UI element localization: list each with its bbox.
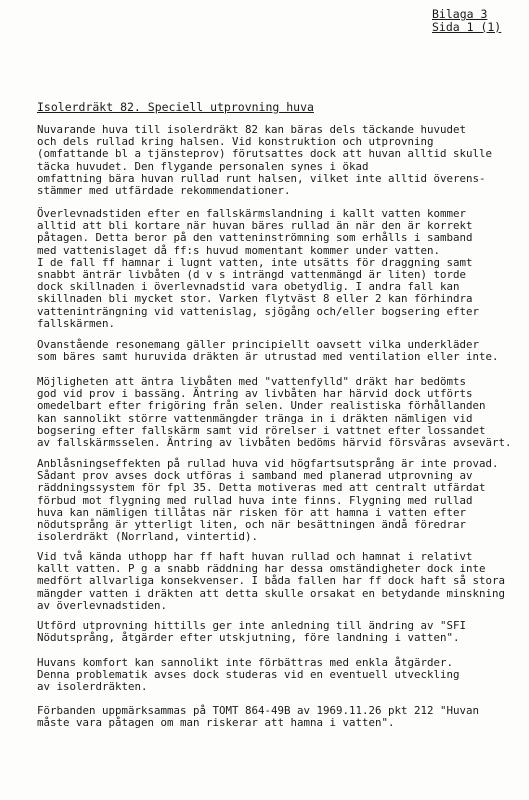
text-line: Anblåsningseffekten på rullad huva vid högfartsutsprång är inte provad. — [37, 457, 499, 470]
paragraph-known-ejections — [37, 551, 517, 612]
text-line: (omfattande bl a tjänsteprov) förutsattes dock att huvan alltid skulle — [37, 147, 493, 161]
text-line: isolerdräkt (Norrland, vintertid). — [37, 530, 259, 544]
text-line: I de fall ff hamnar i lugnt vatten, inte utsätts för draggning samt — [37, 255, 473, 269]
text-line: nödutsprång är ytterligt liten, och när besättningen ändå föredrar — [37, 518, 467, 532]
text-line: dock skillnaden i överlevnadstid vara obetydlig. I andra fall kan — [37, 280, 460, 294]
paragraph-comfort — [37, 657, 517, 694]
paragraph-survival-time — [37, 208, 517, 330]
text-line: av fallskärmsselen. Äntring av livbåten bedöms härvid försvåras avsevärt. — [37, 436, 512, 450]
text-line: kan sannolikt större vattenmängder tränga in i dräkten nämligen vid — [37, 411, 473, 425]
text-line: mängder vatten i dräkten att detta skulle orsakat en betydande minskning — [37, 586, 506, 600]
text-line: räddningssystem för fpl 35. Detta motiveras med att centralt utfärdat — [37, 481, 486, 495]
paragraph-reasoning — [37, 339, 517, 363]
text-line: täcka huvudet. Den flygande personalen synes i ökad — [37, 159, 369, 173]
text-line: alltid att bli kortare när huvan bäres rullad än när den är korrekt — [37, 219, 473, 233]
text-line: som bäres samt huruvida dräkten är utrustad med ventilation eller inte. — [37, 350, 499, 364]
text-line: förbud mot flygning med rullad huva inte finns. Flygning med rullad — [37, 493, 473, 507]
text-line: huva kan nämligen tillåtas när risken för att hamna i vatten efter — [37, 505, 467, 519]
text-line: Nödutsprång, åtgärder efter utskjutning, före landning i vatten". — [37, 631, 460, 645]
text-line: skillnaden bli mycket stor. Varken flytväst 8 eller 2 kan förhindra — [37, 292, 473, 306]
text-line: och dels rullad kring halsen. Vid konstruktion och utprovning — [37, 135, 434, 149]
paragraph-hood-usage — [37, 124, 517, 197]
text-line: bogsering efter fallskärm samt vid rörelser i vattnet efter lossandet — [37, 423, 486, 437]
text-line: Nuvarande huva till isolerdräkt 82 kan bäras dels täckande huvudet — [37, 123, 467, 136]
text-line: fallskärmen. — [37, 316, 116, 330]
text-line: Sådant prov avses dock utföras i samband med planerad utprovning av — [37, 469, 473, 483]
attachment-label: Bilaga 3 — [432, 7, 488, 21]
paragraph-testing-result — [37, 620, 517, 644]
text-line: god vid prov i bassäng. Äntring av livbåten har härvid dock utförts — [37, 387, 473, 401]
text-line: vatteninträngning vid vattenislag, sjögång och/eller bogsering efter — [37, 304, 480, 318]
text-line: Ovanstående resonemang gäller principiellt oavsett vilka underkläder — [37, 338, 480, 351]
text-line: Möjligheten att äntra livbåten med "vattenfylld" dräkt har bedömts — [37, 375, 467, 388]
text-line: måste vara påtagen om man riskerar att hamna i vatten". — [37, 716, 395, 730]
text-line: av överlevnadstiden. — [37, 598, 168, 612]
text-line: Överlevnadstiden efter en fallskärmslandning i kallt vatten kommer — [37, 207, 467, 220]
text-line: Utförd utprovning hittills ger inte anledning till ändring av "SFI — [37, 619, 467, 632]
attachment-header — [432, 8, 501, 34]
text-line: påtagen. Detta beror på den vatteninströmning som erhålls i samband — [37, 231, 473, 245]
text-line: medfört allvarliga konsekvenser. I båda fallen har ff dock haft så stora — [37, 574, 506, 588]
text-line: kallt vatten. P g a snabb räddning har dessa omständigheter dock inte — [37, 562, 486, 576]
text-line: Vid två kända uthopp har ff haft huvan rullad och hamnat i relativt — [37, 550, 473, 563]
paragraph-airflow-effect — [37, 458, 517, 543]
text-line: stämmer med utfärdade rekommendationer. — [37, 184, 291, 198]
text-line: Denna problematik avses dock studeras vid en eventuell utveckling — [37, 668, 460, 682]
document-title: Isolerdräkt 82. Speciell utprovning huva — [37, 100, 314, 114]
paragraph-liferaft — [37, 376, 517, 449]
text-line: med vattenislaget då ff:s huvud momentant kommer under vatten. — [37, 243, 441, 257]
paragraph-units-notice — [37, 705, 517, 729]
text-line: omfattning bära huvan rullad runt halsen, vilket inte alltid överens- — [37, 171, 486, 185]
text-line: av isolerdräkten. — [37, 680, 148, 694]
text-line: snabbt änträr livbåten (d v s inträngd vattenmängd är liten) torde — [37, 268, 467, 282]
text-line: Förbanden uppmärksammas på TOMT 864-49B av 1969.11.26 pkt 212 "Huvan — [37, 704, 480, 717]
text-line: omedelbart efter frigöring från selen. Under realistiska förhållanden — [37, 399, 486, 413]
text-line: Huvans komfort kan sannolikt inte förbättras med enkla åtgärder. — [37, 656, 454, 669]
page-number: Sida 1 (1) — [432, 20, 502, 34]
